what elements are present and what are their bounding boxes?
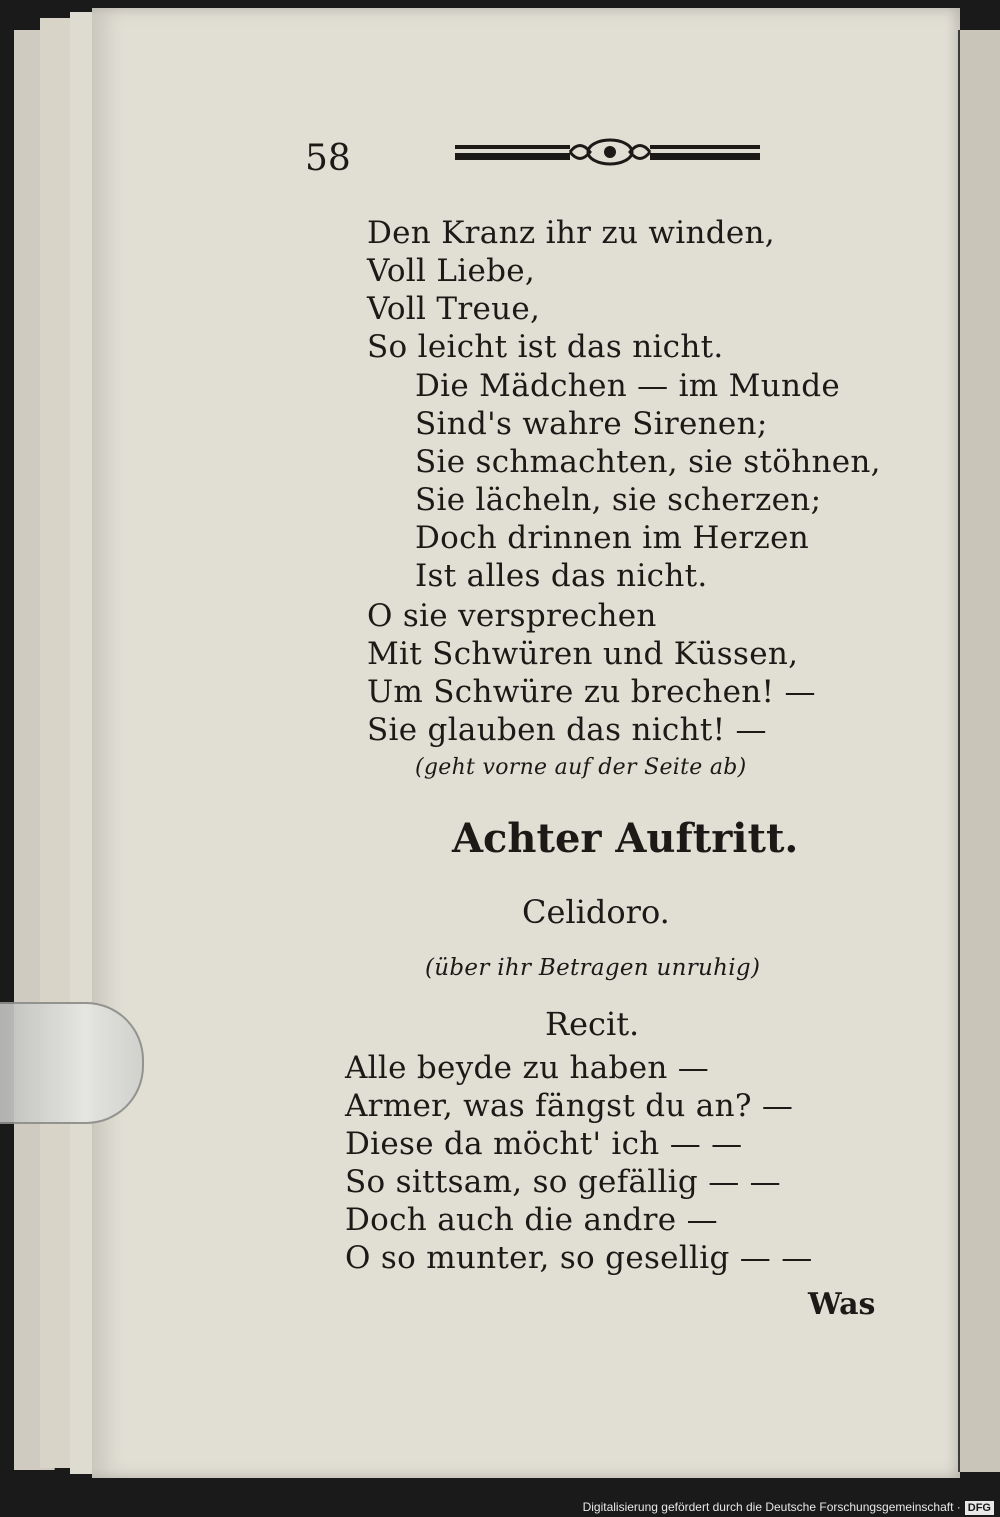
recit-line: Doch auch die andre —: [345, 1202, 718, 1238]
recit-label: Recit.: [545, 1005, 640, 1043]
verse-line: Sie schmachten, sie stöhnen,: [415, 444, 881, 480]
ornament-rule-icon: [455, 133, 765, 173]
verse-line: Um Schwüre zu brechen! —: [367, 674, 816, 710]
verse-line: Den Kranz ihr zu winden,: [367, 215, 775, 251]
recit-line: Alle beyde zu haben —: [345, 1050, 710, 1086]
verse-line: Doch drinnen im Herzen: [415, 520, 809, 556]
verse-line: Sie lächeln, sie scherzen;: [415, 482, 822, 518]
catchword: Was: [808, 1287, 876, 1322]
verse-line: Voll Treue,: [367, 291, 541, 327]
verse-line: Sind's wahre Sirenen;: [415, 406, 768, 442]
page-clip: [0, 1002, 144, 1124]
footer-bar: [0, 1497, 1000, 1517]
recit-line: Armer, was fängst du an? —: [345, 1088, 794, 1124]
recit-line: So sittsam, so gefällig — —: [345, 1164, 781, 1200]
recit-line: Diese da möcht' ich — —: [345, 1126, 743, 1162]
verse-line: O sie versprechen: [367, 598, 657, 634]
character-name: Celidoro.: [522, 893, 670, 931]
verse-line: Sie glauben das nicht! —: [367, 712, 767, 748]
verse-line: Ist alles das nicht.: [415, 558, 708, 594]
scene-heading: Achter Auftritt.: [452, 815, 799, 862]
dfg-logo-icon: DFG: [965, 1501, 994, 1515]
verse-line: So leicht ist das nicht.: [367, 329, 724, 365]
stage-direction: (geht vorne auf der Seite ab): [415, 755, 747, 780]
verse-line: Die Mädchen — im Munde: [415, 368, 841, 404]
facing-page-edge: [958, 30, 1000, 1472]
verse-line: Voll Liebe,: [367, 253, 536, 289]
page-number: 58: [305, 138, 351, 179]
recit-line: O so munter, so gesellig — —: [345, 1240, 813, 1276]
verse-line: Mit Schwüren und Küssen,: [367, 636, 799, 672]
character-note: (über ihr Betragen unruhig): [425, 955, 761, 981]
footer-credit: Digitalisierung gefördert durch die Deutsche Forschungsgemeinschaft ·: [582, 1500, 961, 1514]
